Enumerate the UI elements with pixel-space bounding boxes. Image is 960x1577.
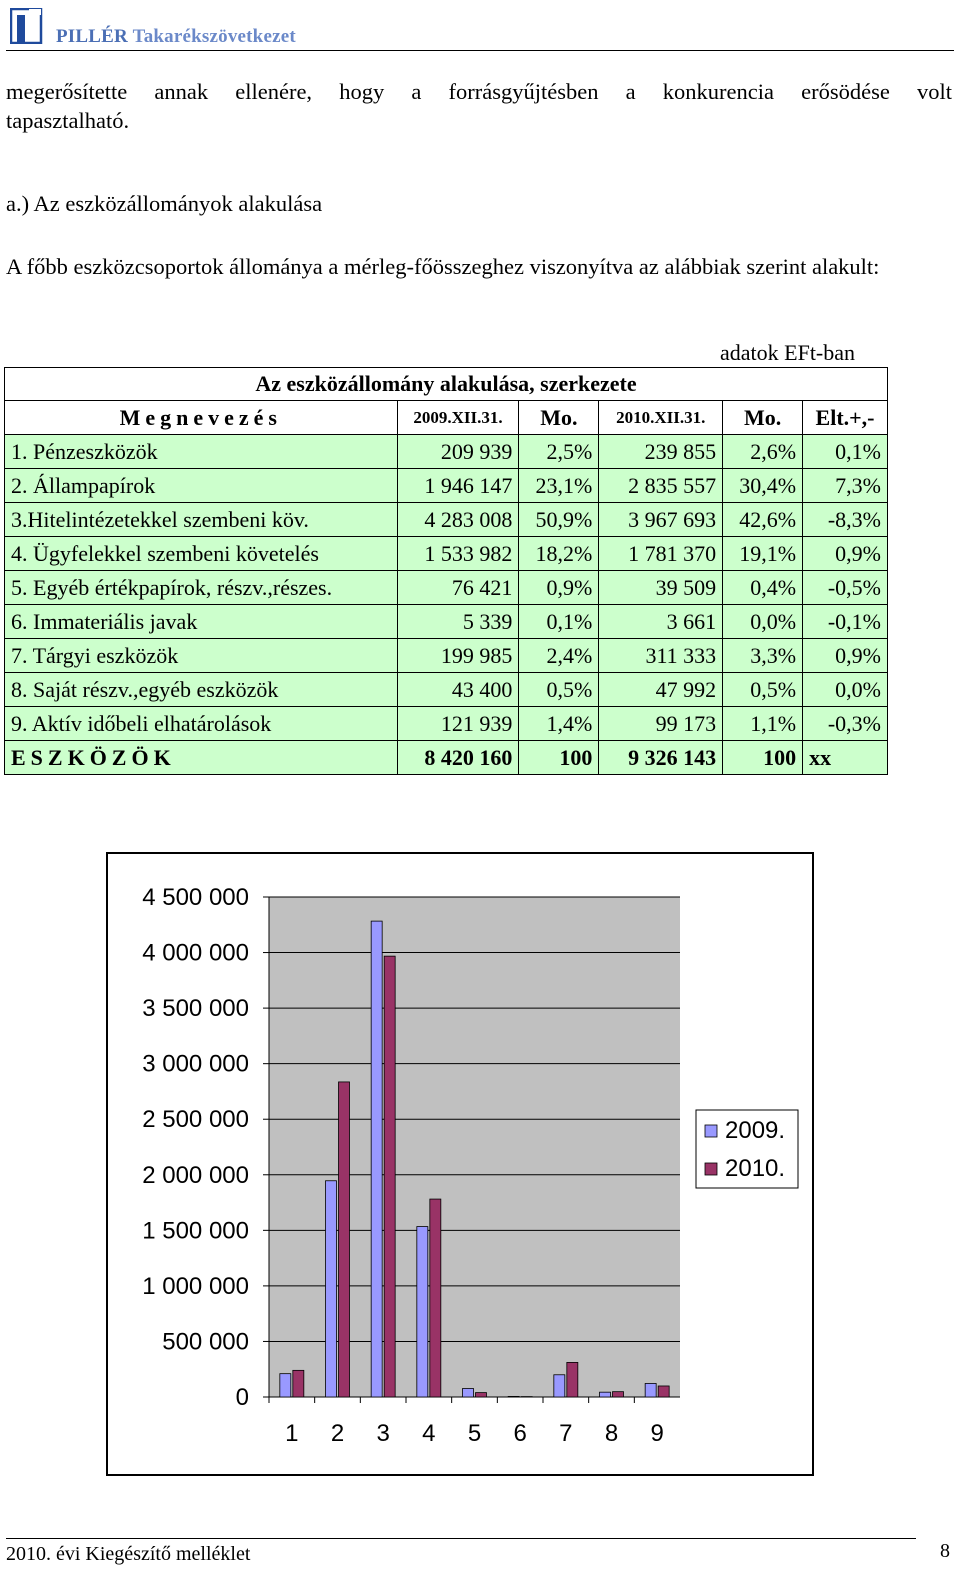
row-2009: 76 421 <box>397 571 519 605</box>
y-tick-label: 2 500 000 <box>142 1106 249 1134</box>
total-mo-2009: 100 <box>519 741 599 775</box>
bar-2010 <box>430 1199 441 1397</box>
bar-2010 <box>476 1393 487 1397</box>
row-mo-2009: 0,9% <box>519 571 599 605</box>
row-mo-2009: 50,9% <box>519 503 599 537</box>
x-tick-label: 7 <box>559 1420 573 1447</box>
row-mo-2009: 2,5% <box>519 435 599 469</box>
y-tick-label: 1 000 000 <box>142 1272 249 1300</box>
logo-text <box>56 26 296 48</box>
bar-2009 <box>371 921 382 1397</box>
logo-icon <box>10 8 46 44</box>
legend-swatch <box>705 1125 717 1137</box>
row-mo-2010: 1,1% <box>723 707 803 741</box>
bar-2010 <box>658 1386 669 1397</box>
row-diff: 7,3% <box>803 469 888 503</box>
total-name: ESZKÖZÖK <box>5 741 398 775</box>
y-tick-label: 500 000 <box>162 1328 249 1356</box>
legend-label: 2010. <box>725 1155 786 1182</box>
row-mo-2009: 18,2% <box>519 537 599 571</box>
bar-2009 <box>280 1374 291 1397</box>
x-tick-label: 2 <box>330 1420 345 1447</box>
header-mo-2010: Mo. <box>723 401 803 435</box>
table-caption: Az eszközállomány alakulása, szerkezete <box>5 368 888 401</box>
row-2009: 209 939 <box>397 435 519 469</box>
row-name: 1. Pénzeszközök <box>5 435 398 469</box>
row-mo-2009: 1,4% <box>519 707 599 741</box>
x-tick-label: 5 <box>467 1420 482 1447</box>
header-2009: 2009.XII.31. <box>397 401 519 435</box>
table-caption-row <box>5 368 888 401</box>
y-tick-label: 3 500 000 <box>142 995 249 1023</box>
table-row <box>5 469 888 503</box>
row-diff: 0,0% <box>803 673 888 707</box>
bar-2010 <box>293 1370 304 1397</box>
table-row <box>5 639 888 673</box>
bar-2010 <box>384 956 395 1397</box>
total-mo-2010: 100 <box>723 741 803 775</box>
page-header <box>6 6 954 51</box>
table-row <box>5 673 888 707</box>
bar-2010 <box>567 1362 578 1397</box>
row-2010: 3 661 <box>599 605 723 639</box>
row-2009: 4 283 008 <box>397 503 519 537</box>
bar-2009 <box>600 1392 611 1397</box>
row-mo-2010: 19,1% <box>723 537 803 571</box>
table-row <box>5 707 888 741</box>
row-diff: 0,1% <box>803 435 888 469</box>
bar-2009 <box>326 1181 337 1397</box>
row-2010: 47 992 <box>599 673 723 707</box>
bar-2010 <box>521 1397 532 1398</box>
legend-swatch <box>705 1163 717 1175</box>
row-mo-2010: 3,3% <box>723 639 803 673</box>
logo-rest: Takarékszövetkezet <box>132 26 296 47</box>
paragraph-2: A főbb eszközcsoportok állománya a mérleg-főösszeghez viszonyítva az alábbiak szerint alakult: <box>6 254 880 279</box>
row-name: 2. Állampapírok <box>5 469 398 503</box>
row-mo-2009: 2,4% <box>519 639 599 673</box>
total-2010: 9 326 143 <box>599 741 723 775</box>
row-mo-2009: 0,1% <box>519 605 599 639</box>
y-tick-label: 0 <box>235 1384 249 1411</box>
table-header-row <box>5 401 888 435</box>
row-2009: 5 339 <box>397 605 519 639</box>
total-2009: 8 420 160 <box>397 741 519 775</box>
bar-2009 <box>417 1227 428 1397</box>
row-2010: 311 333 <box>599 639 723 673</box>
row-2009: 1 533 982 <box>397 537 519 571</box>
bar-2009 <box>463 1389 474 1397</box>
row-2010: 239 855 <box>599 435 723 469</box>
row-mo-2010: 42,6% <box>723 503 803 537</box>
footer-text: 2010. évi Kiegészítő melléklet <box>6 1543 251 1565</box>
y-tick-label: 4 000 000 <box>142 939 249 967</box>
row-diff: -0,3% <box>803 707 888 741</box>
page-number: 8 <box>940 1540 950 1562</box>
row-2009: 121 939 <box>397 707 519 741</box>
row-diff: 0,9% <box>803 537 888 571</box>
row-diff: -0,1% <box>803 605 888 639</box>
header-diff: Elt.+,- <box>803 401 888 435</box>
x-tick-label: 8 <box>604 1420 619 1447</box>
table-row <box>5 435 888 469</box>
row-name: 6. Immateriális javak <box>5 605 398 639</box>
y-tick-label: 4 500 000 <box>142 884 249 911</box>
asset-table <box>4 367 888 775</box>
row-diff: 0,9% <box>803 639 888 673</box>
bar-2009 <box>554 1375 565 1397</box>
x-tick-label: 6 <box>513 1420 527 1447</box>
row-2010: 39 509 <box>599 571 723 605</box>
row-2010: 99 173 <box>599 707 723 741</box>
table-row <box>5 537 888 571</box>
row-name: 5. Egyéb értékpapírok, részv.,részes. <box>5 571 398 605</box>
row-name: 4. Ügyfelekkel szembeni követelés <box>5 537 398 571</box>
bar-2010 <box>613 1392 624 1397</box>
y-tick-label: 1 500 000 <box>142 1217 249 1245</box>
row-name: 7. Tárgyi eszközök <box>5 639 398 673</box>
row-name: 9. Aktív időbeli elhatárolások <box>5 707 398 741</box>
y-tick-label: 2 000 000 <box>142 1161 249 1189</box>
bar-2009 <box>645 1383 656 1397</box>
row-diff: -8,3% <box>803 503 888 537</box>
row-2010: 1 781 370 <box>599 537 723 571</box>
footer-rule <box>6 1538 916 1539</box>
bar-2010 <box>339 1082 350 1397</box>
row-mo-2010: 0,0% <box>723 605 803 639</box>
header-mo-2009: Mo. <box>519 401 599 435</box>
header-name: Megnevezés <box>5 401 398 435</box>
row-mo-2010: 0,4% <box>723 571 803 605</box>
row-mo-2009: 23,1% <box>519 469 599 503</box>
row-mo-2010: 30,4% <box>723 469 803 503</box>
row-mo-2010: 2,6% <box>723 435 803 469</box>
x-tick-label: 1 <box>285 1420 299 1447</box>
bar-chart <box>106 852 814 1476</box>
logo-name: PILLÉR <box>56 26 128 47</box>
total-diff: xx <box>803 741 888 775</box>
unit-note: adatok EFt-ban <box>720 340 856 365</box>
x-tick-label: 3 <box>376 1420 390 1447</box>
y-tick-label: 3 000 000 <box>142 1050 249 1078</box>
x-tick-label: 9 <box>650 1420 664 1447</box>
row-mo-2009: 0,5% <box>519 673 599 707</box>
section-title: a.) Az eszközállományok alakulása <box>6 191 323 216</box>
header-2010: 2010.XII.31. <box>599 401 723 435</box>
row-2010: 3 967 693 <box>599 503 723 537</box>
bar-chart-svg <box>108 854 812 1474</box>
table-row <box>5 571 888 605</box>
x-tick-label: 4 <box>422 1420 436 1447</box>
bar-2009 <box>508 1396 519 1397</box>
table-row <box>5 503 888 537</box>
row-name: 8. Saját részv.,egyéb eszközök <box>5 673 398 707</box>
row-mo-2010: 0,5% <box>723 673 803 707</box>
row-diff: -0,5% <box>803 571 888 605</box>
row-2009: 1 946 147 <box>397 469 519 503</box>
row-2009: 43 400 <box>397 673 519 707</box>
row-name: 3.Hitelintézetekkel szembeni köv. <box>5 503 398 537</box>
row-2010: 2 835 557 <box>599 469 723 503</box>
paragraph-1-line-1: megerősítette annak ellenére, hogy a forrásgyűjtésben a konkurencia erősödése volt <box>6 79 952 104</box>
paragraph-1-line-2: tapasztalható. <box>6 108 130 133</box>
legend-label: 2009. <box>725 1117 786 1144</box>
table-row <box>5 605 888 639</box>
table-total-row <box>5 741 888 775</box>
row-2009: 199 985 <box>397 639 519 673</box>
